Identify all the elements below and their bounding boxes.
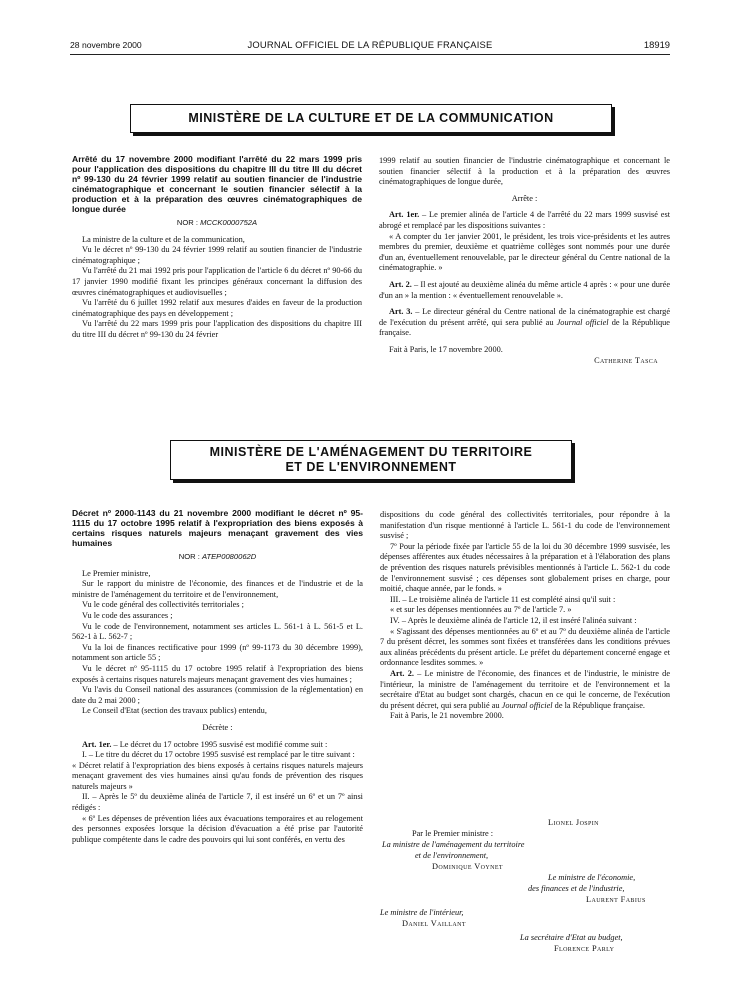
decret-para: III. – Le troisième alinéa de l'article 11 est complété ainsi qu'il suit : bbox=[390, 594, 616, 604]
decret-para: IV. – Après le deuxième alinéa de l'article 12, il est inséré l'alinéa suivant : bbox=[390, 615, 637, 625]
arrete-decision-word: Arrête : bbox=[511, 193, 538, 203]
header-page-number: 18919 bbox=[643, 39, 670, 50]
arrete-art2-text: – Il est ajouté au deuxième alinéa du même article 4 après : « pour une durée d'un an » la mention : « éventuellement renouvelable ». bbox=[379, 279, 671, 300]
arrete-art1-text: – Le premier alinéa de l'article 4 de l'arrêté du 22 mars 1999 susvisé est abrogé et remplacé par les dispositions suivantes : bbox=[379, 210, 670, 230]
sig-par-le-premier-ministre: Par le Premier ministre : bbox=[412, 829, 494, 838]
decret-fait: Fait à Paris, le 21 novembre 2000. bbox=[390, 711, 504, 721]
arrete-column-left bbox=[72, 154, 362, 341]
arrete-art1-label: Art. 1er. bbox=[389, 210, 420, 220]
page-header bbox=[70, 38, 670, 52]
decret-para: Sur le rapport du ministre de l'économie, des finances et de l'industrie et de la ministre de l'aménagement du territoire et de l'environnement, bbox=[72, 579, 363, 599]
sig-int-name: Daniel Vaillant bbox=[402, 919, 466, 928]
arrete-art3-label: Art. 3. bbox=[389, 307, 413, 317]
decret-quote: « Décret relatif à l'expropriation des biens exposés à certains risques naturels majeurs menaçant gravement des vies humaines ainsi qu'au fonds de prévention des risques naturels majeurs » bbox=[72, 760, 363, 791]
ministry-amenagement-title-line2: ET DE L'ENVIRONNEMENT bbox=[285, 460, 457, 474]
arrete-art1-quote: « A compter du 1er janvier 2001, le président, les trois vice-présidents et les autres membres du premier, deuxième et quatrième collèges sont nommés pour une durée d'un an, éventuellement renouvelable, par le directeur général du Centre national de la cinématographie. » bbox=[379, 231, 670, 273]
sig-env-role-1: La ministre de l'aménagement du territoire bbox=[382, 840, 525, 849]
sig-budget-role: La secrétaire d'Etat au budget, bbox=[520, 933, 623, 942]
decret-column-right bbox=[380, 510, 670, 722]
decret-article-2 bbox=[380, 669, 670, 711]
arrete-article-3 bbox=[379, 307, 670, 339]
decret-para: Vu la loi de finances rectificative pour 1999 (nº 99-1173 du 30 décembre 1999), notamment son article 55 ; bbox=[72, 642, 363, 663]
ministry-amenagement-title-line1: MINISTÈRE DE L'AMÉNAGEMENT DU TERRITOIRE bbox=[209, 445, 533, 459]
decret-para: I. – Le titre du décret du 17 octobre 1995 susvisé est remplacé par le titre suivant : bbox=[82, 750, 355, 760]
decret-art1-text: – Le décret du 17 octobre 1995 susvisé est modifié comme suit : bbox=[111, 739, 328, 749]
decret-decision-word: Décrète : bbox=[202, 722, 233, 732]
arrete-nor-label: NOR : bbox=[176, 218, 198, 227]
sig-budget-name: Florence Parly bbox=[554, 944, 615, 953]
arrete-art3-text-b: de la République française. bbox=[379, 317, 670, 338]
arrete-art2-label: Art. 2. bbox=[389, 279, 412, 289]
decret-para: Vu le code de l'environnement, notamment ses articles L. 561-1 à L. 561-5 et L. 562-1 à L. 562-7 ; bbox=[72, 621, 363, 642]
decret-nor bbox=[72, 552, 363, 563]
sig-premier-ministre: Lionel Jospin bbox=[548, 818, 599, 827]
arrete-para: Vu l'arrêté du 6 juillet 1992 relatif aux mesures d'aides en faveur de la production cinématographique des pays en développement ; bbox=[72, 298, 362, 318]
ministry-culture-title: MINISTÈRE DE LA CULTURE ET DE LA COMMUNICATION bbox=[188, 111, 554, 125]
arrete-nor-code: MCCK0000752A bbox=[200, 218, 258, 227]
decret-para: Vu l'avis du Conseil national des assurances (commission de la réglementation) en date du 2 mai 2000 ; bbox=[72, 685, 363, 705]
arrete-article-1 bbox=[379, 210, 670, 231]
arrete-article-2 bbox=[379, 280, 670, 301]
decret-title: Décret nº 2000-1143 du 21 novembre 2000 modifiant le décret nº 95-1115 du 17 octobre 1995 relatif à l'expropriation des biens exposés à certains risques naturels majeurs menaçant gravement des vies humaines bbox=[72, 508, 363, 548]
decret-art2-journal: Journal officiel bbox=[501, 700, 553, 710]
decret-article-1 bbox=[72, 740, 363, 751]
sig-env-role-2: et de l'environnement, bbox=[415, 851, 489, 860]
arrete-para: 1999 relatif au soutien financier de l'industrie cinématographique et concernant le soutien financier sélectif à la production et à la préparation des œuvres cinématographiques de longue durée, bbox=[379, 156, 670, 187]
arrete-column-right bbox=[379, 156, 670, 366]
arrete-title: Arrêté du 17 novembre 2000 modifiant l'arrêté du 22 mars 1999 pris pour l'application des dispositions du chapitre III du titre III du décret nº 99-130 du 24 février 1999 relatif au soutien financier de l'industrie cinématographique et concernant le soutien financier sélectif à la production et à la préparation des œuvres cinématographiques de longue durée bbox=[72, 154, 362, 214]
decret-para: Le Conseil d'Etat (section des travaux publics) entendu, bbox=[82, 706, 267, 716]
arrete-para: Vu le décret nº 99-130 du 24 février 1999 relatif au soutien financier de l'industrie cinématographique ; bbox=[72, 245, 362, 265]
sig-eco-name: Laurent Fabius bbox=[586, 895, 646, 904]
decret-column-left bbox=[72, 508, 363, 845]
arrete-art3-journal: Journal officiel bbox=[556, 317, 609, 327]
decret-para: Le Premier ministre, bbox=[82, 568, 151, 578]
ministry-amenagement-box bbox=[170, 440, 572, 480]
arrete-para: La ministre de la culture et de la communication, bbox=[82, 234, 245, 244]
arrete-fait: Fait à Paris, le 17 novembre 2000. bbox=[389, 344, 503, 354]
decret-para: Vu le code général des collectivités territoriales ; bbox=[82, 600, 244, 610]
arrete-para: Vu l'arrêté du 22 mars 1999 pris pour l'application des dispositions du chapitre III du titre III du décret nº 99-130 du 24 février bbox=[72, 319, 362, 339]
arrete-art3-text-a: – Le directeur général du Centre national de la cinématographie est chargé de l'exécution du présent arrêté, qui sera publié au bbox=[379, 307, 670, 327]
decret-quote: « 6º Les dépenses de prévention liées aux évacuations temporaires et au relogement des personnes exposées lorsque la décision d'évacuation a été prise par l'autorité publique compétente dans le cadre des pouvoirs qui lui sont conférés, en vertu des bbox=[72, 813, 363, 844]
decret-para: Vu le code des assurances ; bbox=[82, 610, 173, 620]
decret-nor-label: NOR : bbox=[178, 552, 200, 561]
header-journal-title: JOURNAL OFFICIEL DE LA RÉPUBLIQUE FRANÇAISE bbox=[247, 39, 493, 50]
decret-para: « S'agissant des dépenses mentionnées au 6º et au 7º du deuxième alinéa de l'article 7 du présent décret, les sommes sont fixées et transférées dans les conditions prévues aux alinéas précédents du présent article. Le préfet du département concerné engage et ordonnance lesdites sommes. » bbox=[380, 626, 670, 668]
decret-para: II. – Après le 5º du deuxième alinéa de l'article 7, il est inséré un 6º et un 7º ainsi rédigés : bbox=[72, 792, 363, 813]
arrete-para: Vu l'arrêté du 21 mai 1992 pris pour l'application de l'article 6 du décret nº 90-66 du 17 janvier 1990 modifié fixant les principes généraux concernant la diffusion des œuvres cinématographiques et audiovisuelles ; bbox=[72, 266, 362, 297]
sig-eco-role-1: Le ministre de l'économie, bbox=[548, 873, 636, 882]
header-rule bbox=[70, 54, 670, 55]
decret-nor-code: ATEP0080062D bbox=[201, 552, 257, 561]
decret-art2-label: Art. 2. bbox=[390, 668, 414, 678]
decret-art1-label: Art. 1er. bbox=[82, 739, 112, 749]
decret-art2-text-a: – Le ministre de l'économie, des finances et de l'industrie, le ministre de l'intérieur, la ministre de l'aménagement du territoire et de l'environnement et la secrétaire d'Etat au budget sont chargés, chacun en ce qui le concerne, de l'exécution du présent décret, qui sera publié au bbox=[380, 668, 671, 710]
arrete-nor bbox=[72, 218, 362, 229]
decret-para: dispositions du code général des collectivités territoriales, pour répondre à la manifestation d'un risque mentionné à l'article L. 561-1 du code de l'environnement susvisé ; bbox=[380, 510, 670, 541]
decret-para: Vu le décret nº 95-1115 du 17 octobre 1995 relatif à l'expropriation des biens exposés à certains risques naturels majeurs menaçant gravement des vies humaines ; bbox=[72, 663, 363, 684]
decret-para: « et sur les dépenses mentionnées au 7º de l'article 7. » bbox=[390, 605, 572, 615]
sig-int-role: Le ministre de l'intérieur, bbox=[380, 908, 464, 917]
header-date: 28 novembre 2000 bbox=[70, 40, 142, 50]
arrete-signature: Catherine Tasca bbox=[594, 355, 658, 365]
decret-art2-text-b: de la République française. bbox=[552, 700, 645, 710]
decret-para: 7º Pour la période fixée par l'article 55 de la loi du 30 décembre 1999 susvisée, les dépenses afférentes aux études nécessaires à la préparation et à l'élaboration des plans de prévention des risques naturels prévisibles mentionnés à l'article L. 562-1 du code de l'environnement susvisé ; ces dépenses sont globalement prises en charge, pour moitié, chaque année, par le fonds. » bbox=[380, 541, 670, 594]
ministry-culture-box bbox=[130, 104, 612, 133]
sig-eco-role-2: des finances et de l'industrie, bbox=[528, 884, 625, 893]
sig-env-name: Dominique Voynet bbox=[432, 862, 503, 871]
